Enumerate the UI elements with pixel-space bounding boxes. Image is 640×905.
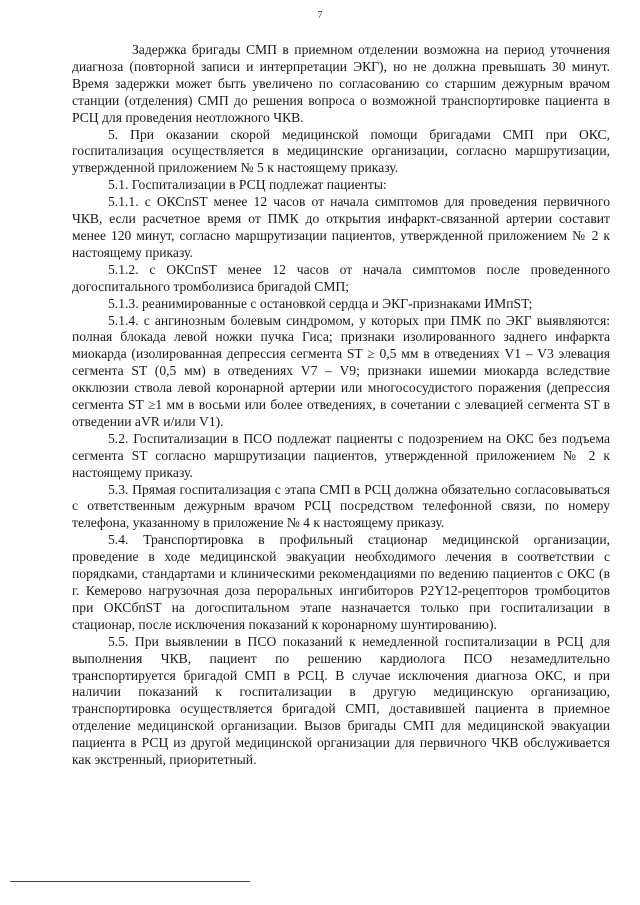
paragraph-5-1-1: 5.1.1. с ОКСпST менее 12 часов от начала симптомов для проведения первичного ЧКВ, если расчетное время от ПМК до открытия инфаркт-связанной артерии составит менее 120 минут, согласно маршрутизации пациентов, утвержденной приложением № 2 к настоящему приказу.: [72, 194, 610, 260]
page-number: 7: [317, 10, 323, 21]
document-body: [72, 42, 610, 769]
paragraph-5-5: 5.5. При выявлении в ПСО показаний к немедленной госпитализации в РСЦ для выполнения ЧКВ, пациент по решению кардиолога ПСО незамедлительно транспортируется бригадой СМП в РСЦ. В случае исключения диагноза ОКС, и при наличии показаний к госпитализации в другую медицинскую организацию, транспортировка осуществляется бригадой СМП, доставившей пациента в приемное отделение медицинской организации. Вызов бригады СМП для медицинской эвакуации пациента в РСЦ из другой медицинской организации для первичного ЧКВ обслуживается как экстренный, приоритетный.: [72, 633, 610, 768]
paragraph-5-3: 5.3. Прямая госпитализация с этапа СМП в РСЦ должна обязательно согласовываться с ответственным дежурным врачом РСЦ посредством телефонной связи, по номеру телефона, указанному в приложение № 4 к настоящему приказу.: [72, 481, 610, 531]
paragraph-5-2: 5.2. Госпитализации в ПСО подлежат пациенты с подозрением на ОКС без подъема сегмента ST согласно маршрутизации пациентов, утвержденной приложением № 2 к настоящему приказу.: [72, 430, 610, 480]
paragraph-5-1-2: 5.1.2. с ОКСпST менее 12 часов от начала симптомов после проведенного догоспитального тромболизиса бригадой СМП;: [72, 261, 610, 294]
paragraph-5-1-4: 5.1.4. с ангинозным болевым синдромом, у которых при ПМК по ЭКГ выявляются: полная блокада левой ножки пучка Гиса; признаки изолированного заднего инфаркта миокарда (изолированная депрессия сегмента ST ≥ 0,5 мм в отведениях V1 – V3 элевация сегмента ST (0,5 мм) в отведениях V7 – V9; признаки ишемии миокарда вследствие окклюзии ствола левой коронарной артерии или многососудистого поражения (депрессия сегмента ST ≥1 мм в восьми или более отведениях, в сочетании с элевацией сегмента ST в отведении aVR и/или V1).: [72, 312, 610, 429]
footer-divider: [10, 881, 250, 882]
paragraph-5-1: 5.1. Госпитализации в РСЦ подлежат пациенты:: [108, 177, 387, 193]
paragraph-5: 5. При оказании скорой медицинской помощи бригадами СМП при ОКС, госпитализация осуществляется в медицинские организации, согласно маршрутизации, утвержденной приложением № 5 к настоящему приказу.: [72, 126, 610, 176]
paragraph-5-1-3: 5.1.3. реанимированные с остановкой сердца и ЭКГ-признаками ИМпST;: [108, 295, 533, 311]
paragraph-delay: Задержка бригады СМП в приемном отделении возможна на период уточнения диагноза (повторной записи и интерпретации ЭКГ), но не должна превышать 30 минут. Время задержки может быть увеличено по согласованию со старшим дежурным врачом станции (отделения) СМП до решения вопроса о возможной транспортировке пациента в РСЦ для проведения неотложного ЧКВ.: [72, 42, 610, 125]
paragraph-5-4: 5.4. Транспортировка в профильный стационар медицинской организации, проведение в ходе медицинской эвакуации необходимого лечения в соответствии с порядками, стандартами и клиническими рекомендациями по ведению пациентов с ОКС (в г. Кемерово нагрузочная доза пероральных ингибиторов P2Y12-рецепторов тромбоцитов при ОКСбпST на догоспитальном этапе назначается только при госпитализации в стационар, после исключения показаний к коронарному шунтированию).: [72, 532, 610, 632]
